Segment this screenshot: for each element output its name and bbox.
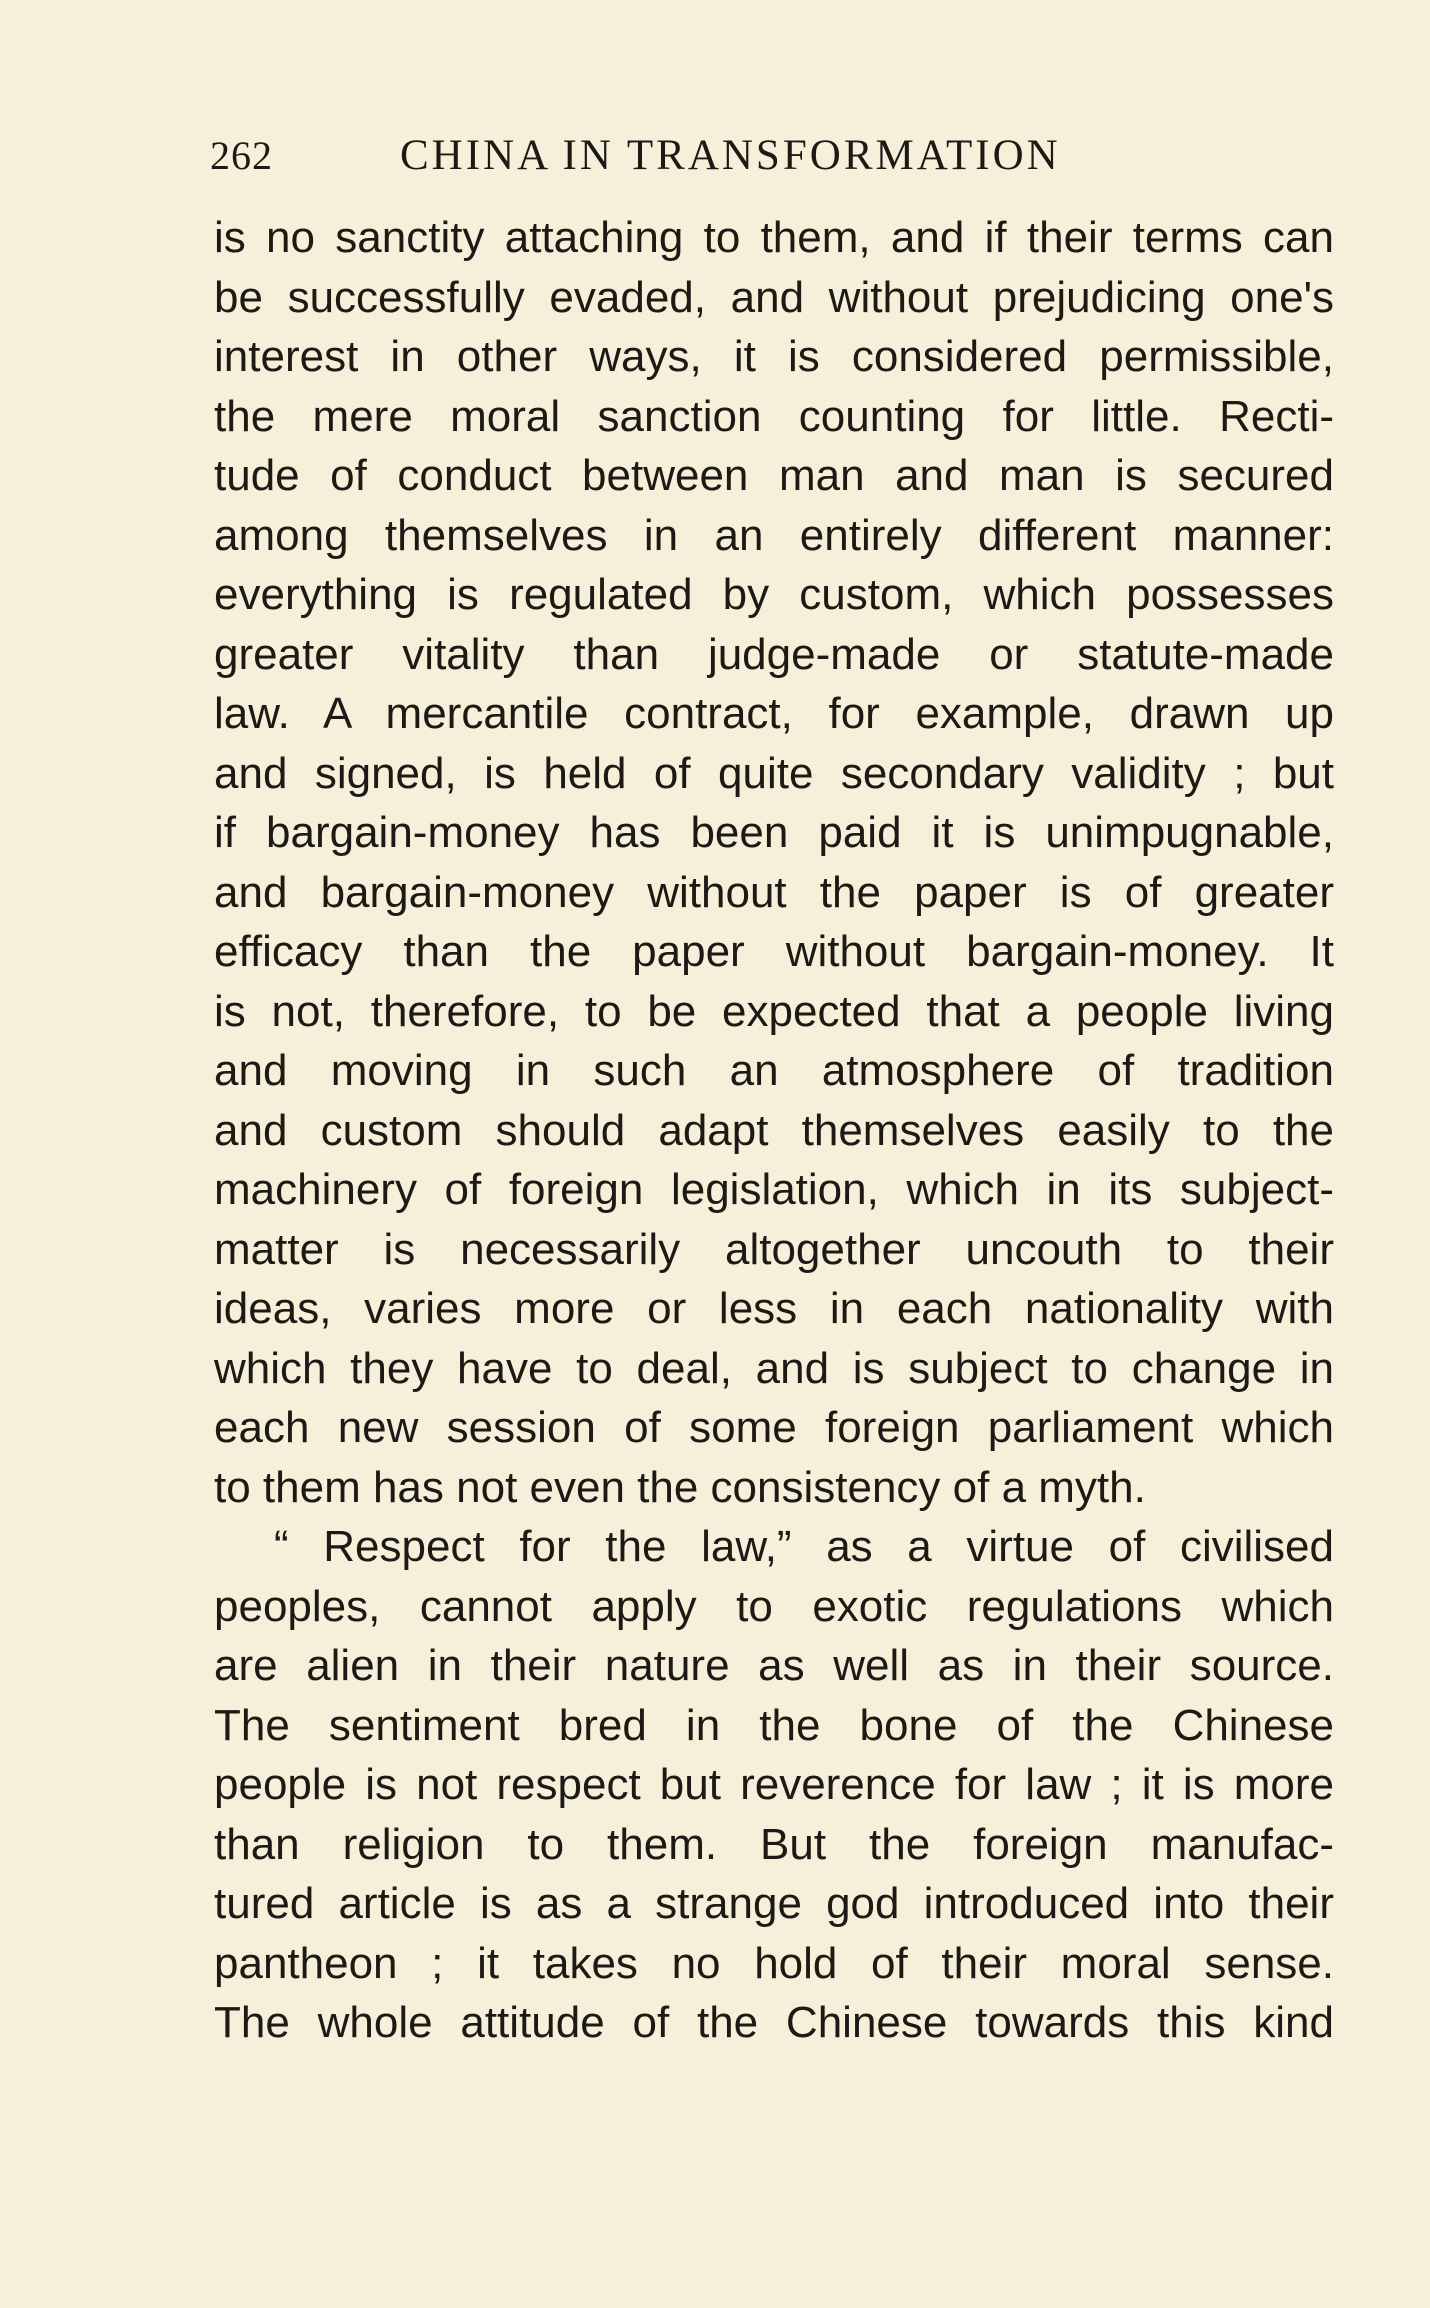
text-line: tured article is as a strange god introduced into their <box>214 1879 1334 1928</box>
text-line: greater vitality than judge-made or statute-made <box>214 629 1334 679</box>
text-line: is no sanctity attaching to them, and if their terms can <box>214 213 1334 262</box>
page-number: 262 <box>210 133 273 178</box>
text-line: law. A mercantile contract, for example, drawn up <box>214 689 1334 738</box>
text-line: the mere moral sanction counting for little. Recti- <box>214 391 1334 441</box>
text-line: is not, therefore, to be expected that a people living <box>214 986 1334 1036</box>
text-line: and custom should adapt themselves easily to the <box>214 1105 1334 1155</box>
text-line: which they have to deal, and is subject to change in <box>214 1343 1334 1393</box>
text-line: if bargain-money has been paid it is unimpugnable, <box>214 808 1334 857</box>
text-line: efficacy than the paper without bargain-money. It <box>214 927 1334 976</box>
text-line: interest in other ways, it is considered permissible, <box>214 332 1334 381</box>
page-header <box>210 126 1210 186</box>
text-line: and bargain-money without the paper is of greater <box>214 867 1334 917</box>
text-line: to them has not even the consistency of a myth. <box>214 1462 1146 1512</box>
text-line: among themselves in an entirely different manner: <box>214 510 1334 560</box>
text-line: than religion to them. But the foreign manufac- <box>214 1819 1334 1869</box>
text-line: and signed, is held of quite secondary validity ; but <box>214 748 1334 798</box>
text-line: be successfully evaded, and without prejudicing one's <box>214 272 1334 322</box>
text-line: each new session of some foreign parliament which <box>214 1403 1334 1452</box>
body-text <box>214 208 1334 2053</box>
text-line: “ Respect for the law,” as a virtue of civilised <box>274 1522 1334 1571</box>
text-line: The sentiment bred in the bone of the Chinese <box>214 1700 1334 1750</box>
text-line: ideas, varies more or less in each nationality with <box>214 1284 1334 1333</box>
text-line: matter is necessarily altogether uncouth to their <box>214 1224 1334 1274</box>
text-line: The whole attitude of the Chinese towards this kind <box>214 1998 1334 2047</box>
text-line: pantheon ; it takes no hold of their moral sense. <box>214 1938 1334 1988</box>
running-title: CHINA IN TRANSFORMATION <box>400 132 1061 179</box>
text-line: machinery of foreign legislation, which in its subject- <box>214 1165 1334 1214</box>
text-line: peoples, cannot apply to exotic regulations which <box>214 1581 1334 1631</box>
text-line: everything is regulated by custom, which possesses <box>214 570 1334 619</box>
text-line: tude of conduct between man and man is secured <box>214 451 1334 500</box>
text-line: people is not respect but reverence for law ; it is more <box>214 1760 1334 1809</box>
text-line: and moving in such an atmosphere of tradition <box>214 1046 1334 1095</box>
text-line: are alien in their nature as well as in their source. <box>214 1641 1334 1690</box>
